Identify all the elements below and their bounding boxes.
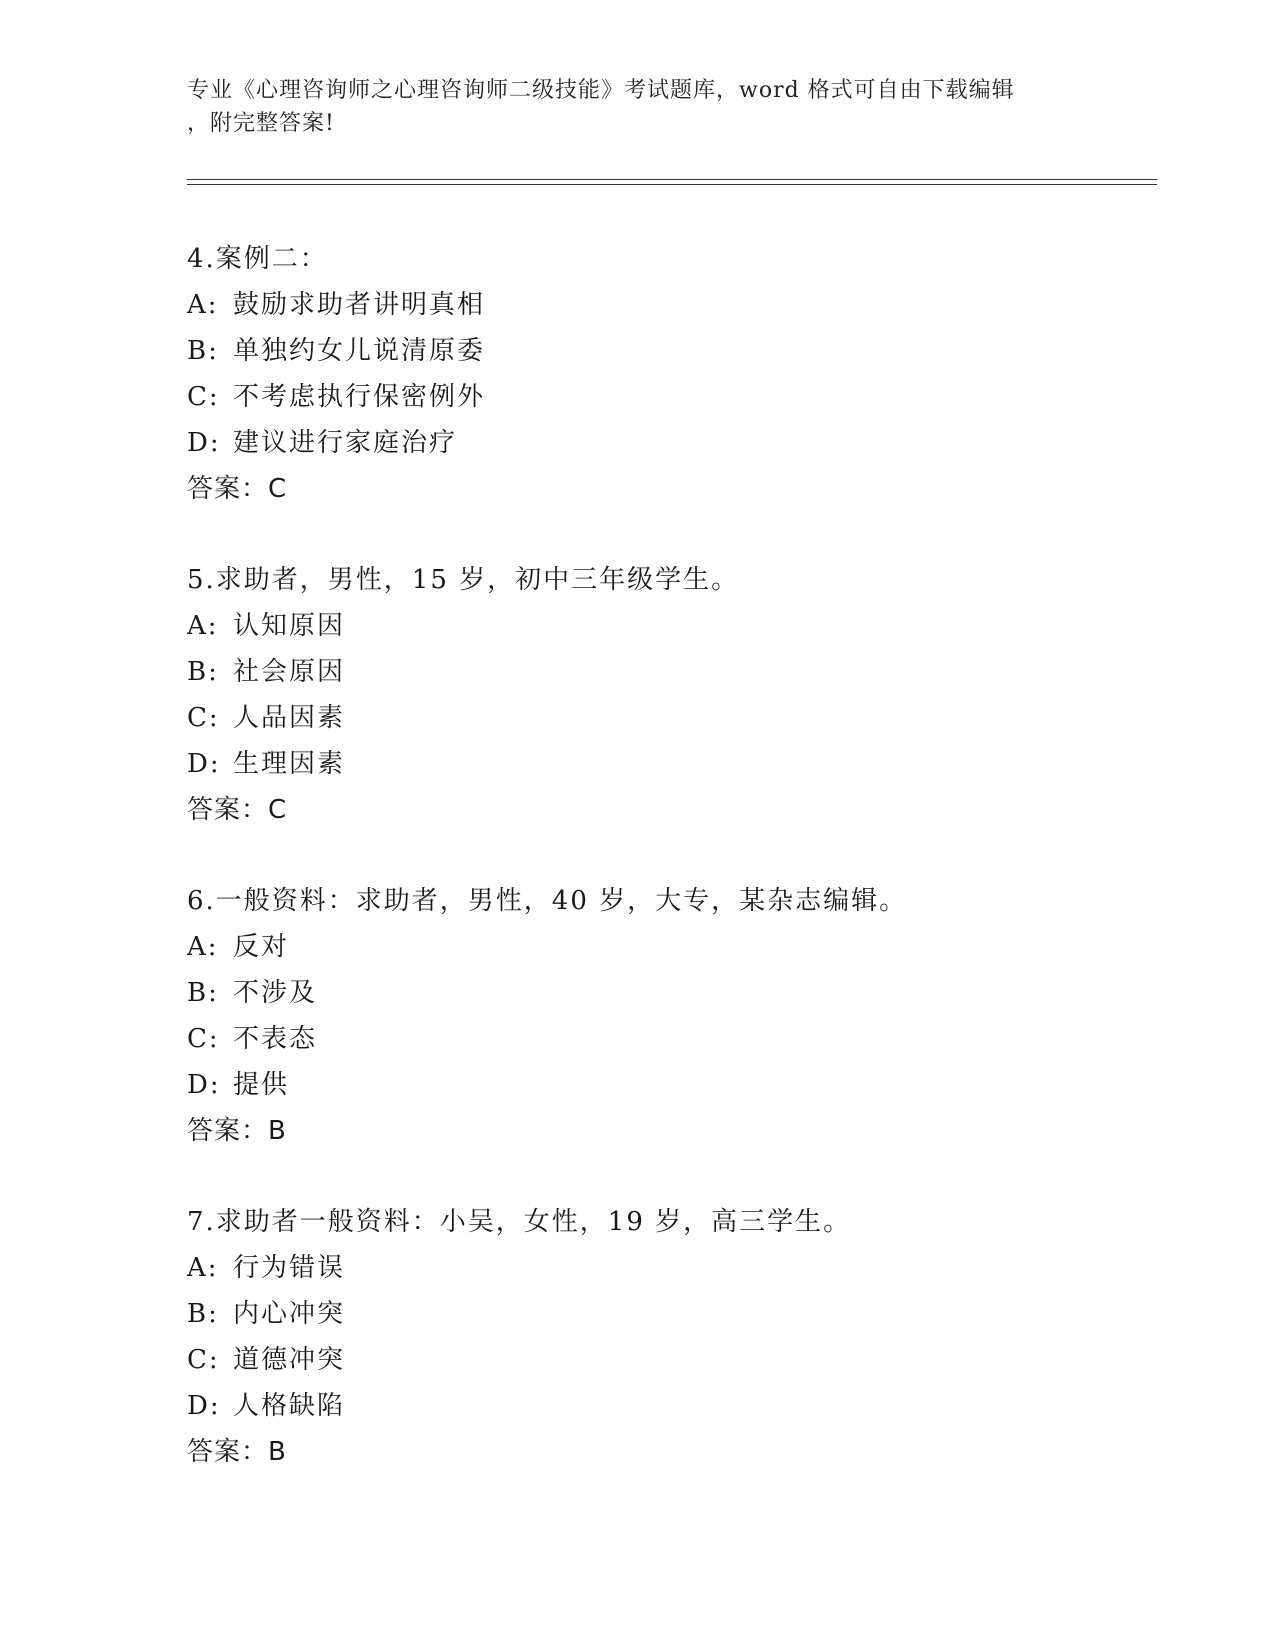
option-d — [187, 741, 1137, 787]
question-6 — [187, 878, 1137, 1154]
header-divider-top — [187, 179, 1157, 180]
option-text: 行为错误 — [233, 1253, 346, 1283]
question-stem: 7.求助者一般资料：小吴，女性，19 岁，高三学生。 — [187, 1207, 852, 1237]
option-text: 鼓励求助者讲明真相 — [233, 290, 486, 320]
option-a — [187, 1245, 1137, 1291]
answer-line: 答案：B — [187, 1116, 287, 1146]
option-letter: C: — [187, 1345, 220, 1375]
option-letter: B: — [187, 1299, 219, 1329]
option-letter: A: — [187, 1253, 219, 1283]
option-text: 不表态 — [233, 1024, 318, 1054]
option-letter: D: — [187, 1391, 221, 1421]
option-text: 社会原因 — [233, 657, 346, 687]
option-b — [187, 328, 1137, 374]
option-letter: D: — [187, 428, 221, 458]
header-line-1: 专业《心理咨询师之心理咨询师二级技能》考试题库，word 格式可自由下载编辑 — [187, 78, 1015, 103]
option-letter: B: — [187, 336, 219, 366]
question-4 — [187, 236, 1137, 512]
question-stem: 5.求助者，男性，15 岁，初中三年级学生。 — [187, 565, 740, 595]
option-letter: A: — [187, 611, 219, 641]
option-letter: D: — [187, 749, 221, 779]
option-d — [187, 1383, 1137, 1429]
answer-line: 答案：B — [187, 1437, 287, 1467]
option-b — [187, 970, 1137, 1016]
answer-line: 答案：C — [187, 474, 288, 504]
option-letter: A: — [187, 932, 219, 962]
option-letter: C: — [187, 1024, 220, 1054]
option-letter: A: — [187, 290, 219, 320]
option-c — [187, 695, 1137, 741]
option-text: 道德冲突 — [233, 1345, 346, 1375]
option-b — [187, 1291, 1137, 1337]
option-c — [187, 1337, 1137, 1383]
option-a — [187, 924, 1137, 970]
option-text: 内心冲突 — [233, 1299, 346, 1329]
answer-line: 答案：C — [187, 795, 288, 825]
option-text: 生理因素 — [233, 749, 346, 779]
header-line-2: ，附完整答案! — [187, 111, 335, 136]
option-a — [187, 282, 1137, 328]
option-text: 人品因素 — [233, 703, 346, 733]
document-header — [187, 74, 1087, 140]
option-text: 不考虑执行保密例外 — [233, 382, 486, 412]
option-d — [187, 1062, 1137, 1108]
option-c — [187, 374, 1137, 420]
option-letter: C: — [187, 703, 220, 733]
question-stem: 6.一般资料：求助者，男性，40 岁，大专，某杂志编辑。 — [187, 886, 908, 916]
question-stem: 4.案例二： — [187, 244, 328, 274]
option-c — [187, 1016, 1137, 1062]
option-text: 提供 — [233, 1070, 290, 1100]
option-d — [187, 420, 1137, 466]
option-letter: D: — [187, 1070, 221, 1100]
option-letter: B: — [187, 657, 219, 687]
option-text: 反对 — [233, 932, 290, 962]
option-text: 认知原因 — [233, 611, 346, 641]
option-text: 不涉及 — [233, 978, 318, 1008]
option-text: 人格缺陷 — [233, 1391, 346, 1421]
option-b — [187, 649, 1137, 695]
option-letter: B: — [187, 978, 219, 1008]
option-letter: C: — [187, 382, 220, 412]
question-5 — [187, 557, 1137, 833]
header-divider-bottom — [187, 184, 1157, 185]
option-text: 建议进行家庭治疗 — [233, 428, 458, 458]
option-a — [187, 603, 1137, 649]
option-text: 单独约女儿说清原委 — [233, 336, 486, 366]
question-list — [187, 236, 1137, 1520]
question-7 — [187, 1199, 1137, 1475]
